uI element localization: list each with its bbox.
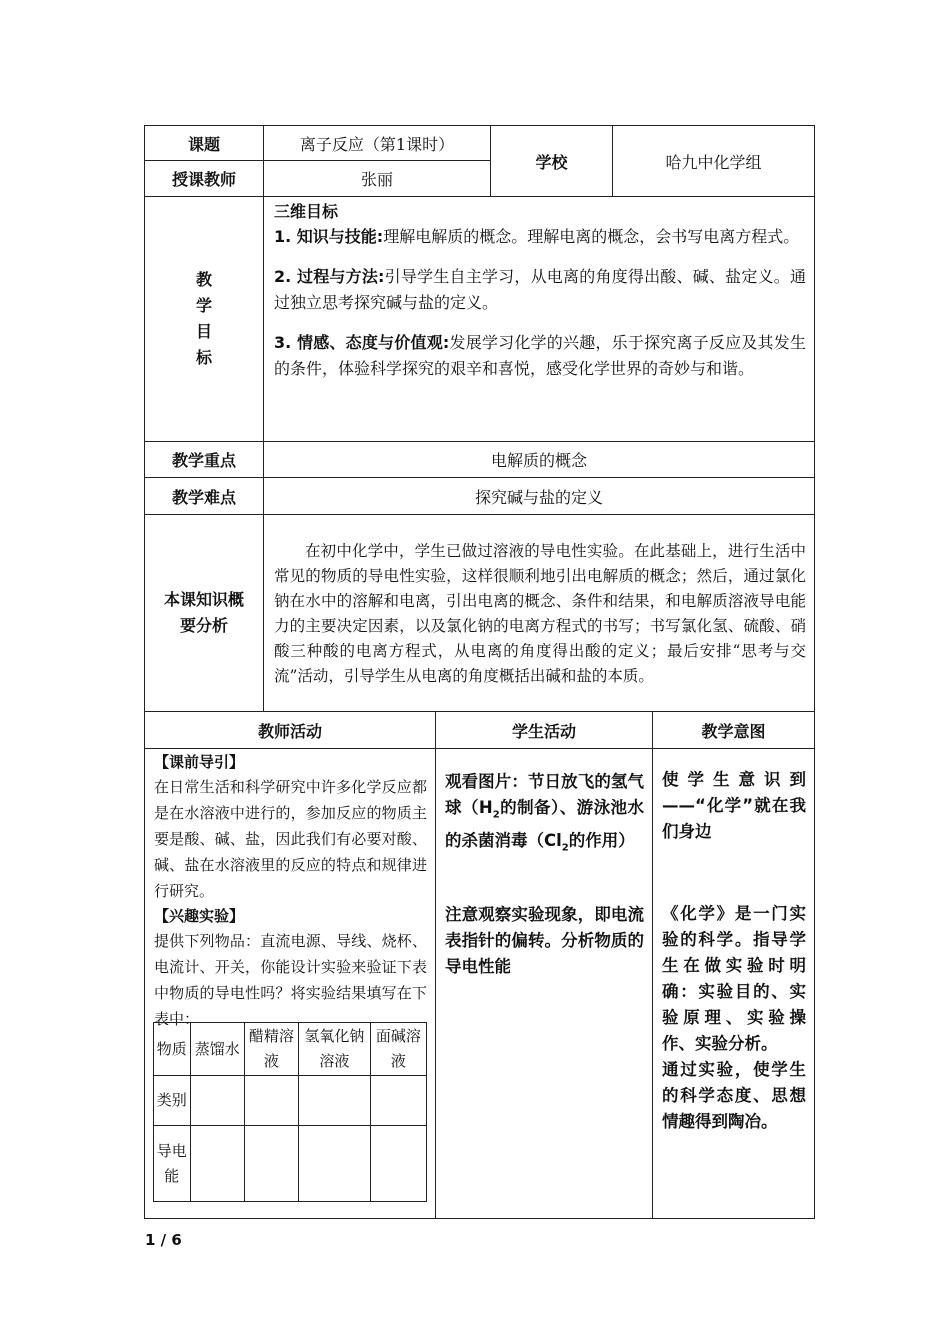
table-header-cell: 面碱溶液 bbox=[370, 1023, 426, 1076]
objective-item-knowledge bbox=[274, 224, 806, 250]
objective-lead: 3. 情感、态度与价值观: bbox=[274, 333, 450, 352]
student-text: 的制备）、游泳池水的杀菌消毒（Cl bbox=[445, 798, 645, 851]
table-row bbox=[154, 1023, 427, 1076]
topic-value: 离子反应（第1课时） bbox=[263, 125, 491, 161]
intent-text-1: 使学生意识到——“化学”就在我们身边 bbox=[662, 770, 806, 841]
intent-header: 教学意图 bbox=[652, 711, 815, 749]
table-row-label: 导电能 bbox=[154, 1126, 191, 1202]
subscript: 2 bbox=[492, 809, 500, 821]
page-number: 1 / 6 bbox=[145, 1231, 182, 1249]
objectives-content bbox=[263, 196, 815, 442]
intent-text-3: 通过实验，使学生的科学态度、思想情趣得到陶冶。 bbox=[662, 1060, 806, 1131]
objectives-label-char: 学 bbox=[195, 296, 212, 315]
table-cell[interactable] bbox=[299, 1076, 371, 1126]
objective-item-attitude bbox=[274, 330, 806, 382]
table-cell[interactable] bbox=[244, 1126, 298, 1202]
key-point-value: 电解质的概念 bbox=[263, 441, 815, 478]
experiment-text: 提供下列物品：直流电源、导线、烧杯、电流计、开关，你能设计实验来验证下表中物质的导电性吗？将实验结果填写在下表中： bbox=[154, 932, 427, 1028]
table-cell[interactable] bbox=[244, 1076, 298, 1126]
student-activity-body bbox=[435, 748, 653, 1219]
table-row bbox=[154, 1126, 427, 1202]
analysis-text: 在初中化学中，学生已做过溶液的导电性实验。在此基础上，进行生活中常见的物质的导电性实验，这样很顺利地引出电解质的概念；然后，通过氯化钠在水中的溶解和电离，引出电离的概念、条件和结果，和电解质溶液导电能力的主要决定因素，以及氯化钠的电离方程式的书写；书写氯化氢、硫酸、硝酸三种酸的电离方程式，从电离的角度得出酸的定义；最后安排“思考与交流”活动，引导学生从电离的角度概括出碱和盐的本质。 bbox=[274, 542, 806, 685]
student-text: 观看图片：节日放飞的氢气球（H bbox=[445, 772, 644, 817]
objective-item-process bbox=[274, 264, 806, 316]
school-label: 学校 bbox=[490, 125, 613, 197]
difficult-point-label: 教学难点 bbox=[144, 477, 264, 515]
student-text: 的作用） bbox=[568, 831, 635, 851]
table-cell[interactable] bbox=[190, 1076, 244, 1126]
objectives-label-char: 教 bbox=[195, 270, 212, 289]
objective-lead: 2. 过程与方法: bbox=[274, 267, 385, 286]
objectives-label-char: 标 bbox=[195, 348, 212, 367]
table-cell[interactable] bbox=[299, 1126, 371, 1202]
student-activity-header: 学生活动 bbox=[435, 711, 653, 749]
subscript: 2 bbox=[561, 842, 569, 854]
teacher-label: 授课教师 bbox=[144, 160, 264, 197]
guide-text: 在日常生活和科学研究中许多化学反应都是在水溶液中进行的，参加反应的物质主要是酸、碱、盐，因此我们有必要对酸、碱、盐在水溶液里的反应的特点和规律进行研究。 bbox=[154, 778, 427, 900]
table-header-cell: 蒸馏水 bbox=[190, 1023, 244, 1076]
teacher-value: 张丽 bbox=[263, 160, 491, 197]
table-header-cell: 醋精溶液 bbox=[244, 1023, 298, 1076]
table-header-cell: 物质 bbox=[154, 1023, 191, 1076]
table-cell[interactable] bbox=[370, 1126, 426, 1202]
analysis-content bbox=[263, 514, 815, 712]
objectives-label-char: 目 bbox=[195, 322, 212, 341]
key-point-label: 教学重点 bbox=[144, 441, 264, 478]
conductivity-table bbox=[153, 1022, 427, 1202]
teacher-activity-header: 教师活动 bbox=[144, 711, 436, 749]
objectives-label bbox=[144, 196, 264, 442]
experiment-title: 【兴趣实验】 bbox=[154, 907, 245, 925]
objective-text: 理解电解质的概念。理解电离的概念，会书写电离方程式。 bbox=[383, 227, 800, 246]
table-row-label: 类别 bbox=[154, 1076, 191, 1126]
guide-title: 【课前导引】 bbox=[154, 753, 245, 771]
school-value: 哈九中化学组 bbox=[612, 125, 815, 197]
topic-label: 课题 bbox=[144, 125, 264, 161]
table-row bbox=[154, 1076, 427, 1126]
analysis-label-line: 要分析 bbox=[179, 616, 228, 635]
intent-body bbox=[652, 748, 815, 1219]
objective-lead: 1. 知识与技能: bbox=[274, 227, 384, 246]
objective-text: 引导学生自主学习，从电离的角度得出酸、碱、盐定义。通过独立思考探究碱与盐的定义。 bbox=[274, 267, 806, 312]
intent-text-2: 《化学》是一门实验的科学。指导学生在做实验时明确：实验目的、实验原理、实验操作、实验分析。 bbox=[662, 904, 806, 1053]
analysis-label bbox=[144, 514, 264, 712]
objectives-heading: 三维目标 bbox=[274, 202, 339, 221]
table-cell[interactable] bbox=[370, 1076, 426, 1126]
objective-text: 发展学习化学的兴趣，乐于探究离子反应及其发生的条件，体验科学探究的艰辛和喜悦，感受化学世界的奇妙与和谐。 bbox=[274, 333, 806, 378]
student-activity-observe: 注意观察实验现象，即电流表指针的偏转。分析物质的导电性能 bbox=[445, 904, 644, 976]
student-activity-watch bbox=[445, 769, 644, 862]
difficult-point-value: 探究碱与盐的定义 bbox=[263, 477, 815, 515]
table-cell[interactable] bbox=[190, 1126, 244, 1202]
analysis-label-line: 本课知识概 bbox=[163, 590, 244, 609]
table-header-cell: 氢氧化钠溶液 bbox=[299, 1023, 371, 1076]
